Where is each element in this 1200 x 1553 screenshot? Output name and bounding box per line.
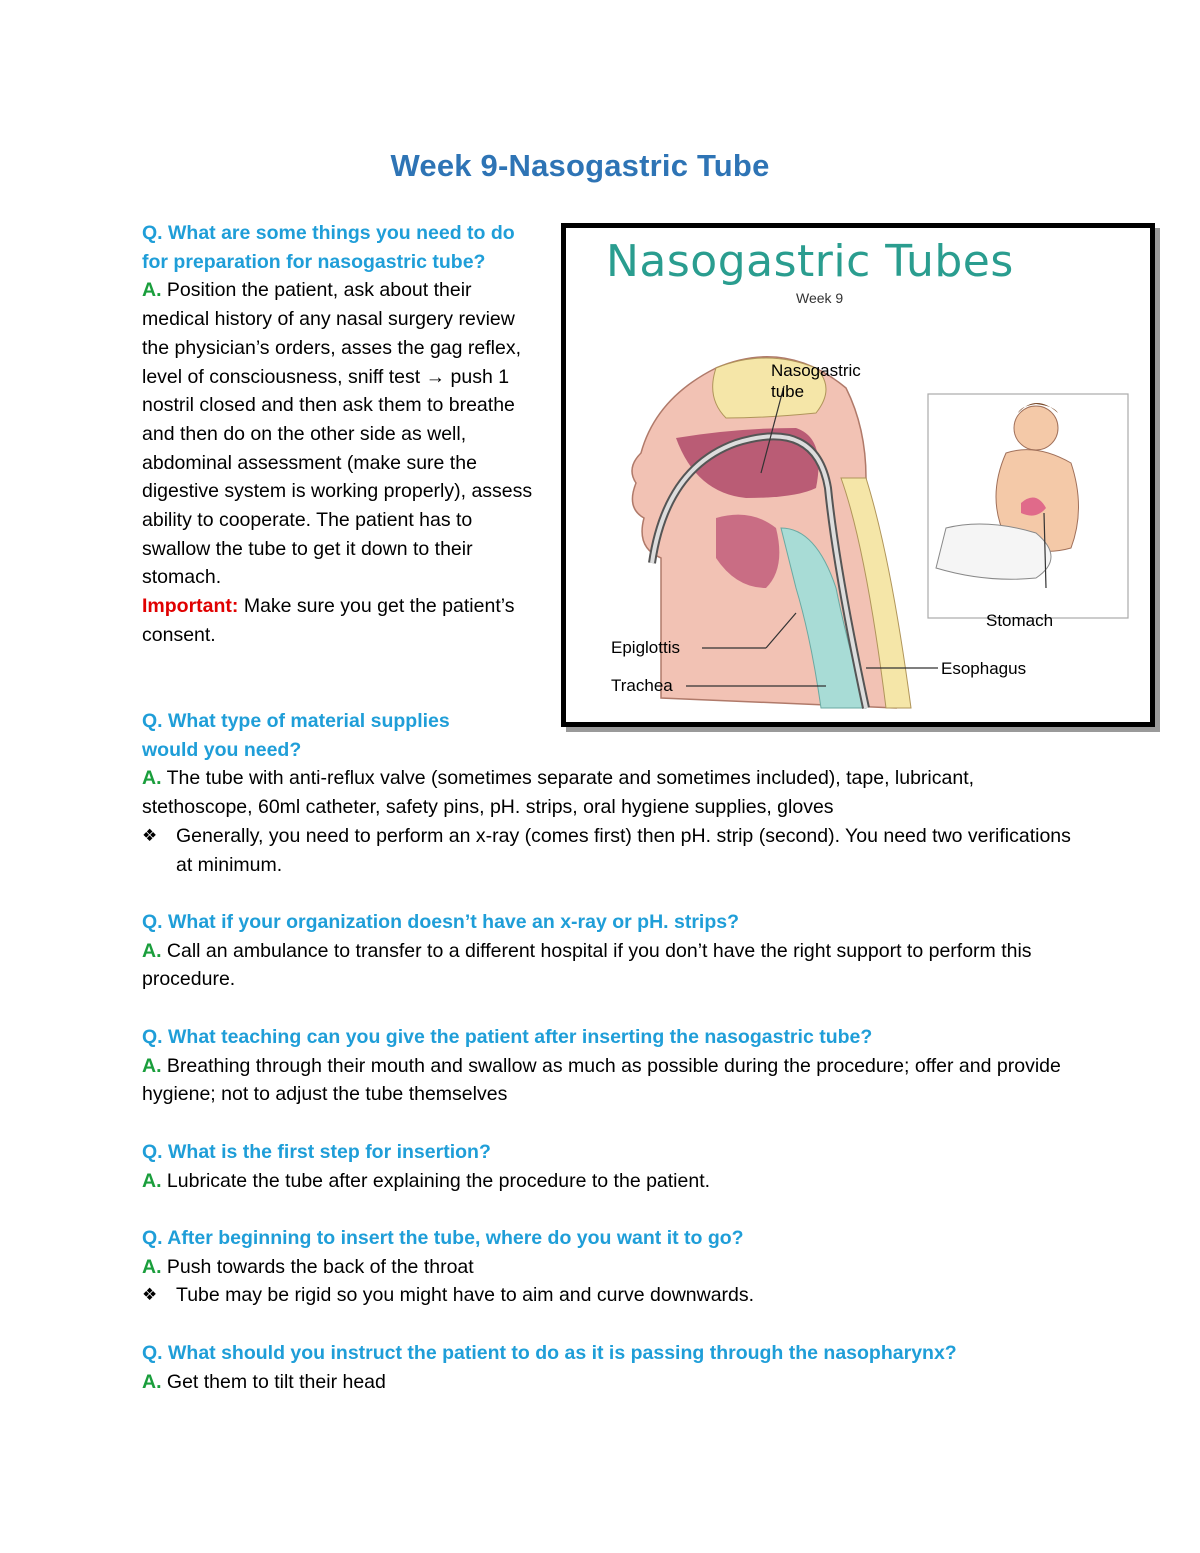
bullet-text: Generally, you need to perform an x-ray (comes first) then pH. strip (second). You need two verifications at minimum. (176, 824, 1071, 876)
answer-1 (142, 276, 542, 592)
answer-text: Position the patient, ask about their medical history of any nasal surgery review the physician’s orders, asses the gag reflex, level of consciousness, sniff test → push 1 nostril closed and then ask them to breathe and then do on the other side as well, abdominal assessment (make sure the digestive system is working properly), assess ability to cooperate. The patient has to swallow the tube to get it down to their stomach. (142, 279, 533, 589)
question-1: Q. What are some things you need to do for preparation for nasogastric tube? (142, 222, 515, 273)
answer-text: Push towards the back of the throat (161, 1255, 474, 1278)
answer-3 (142, 937, 1072, 994)
answer-2 (142, 764, 1072, 821)
answer-text: Lubricate the tube after explaining the procedure to the patient. (161, 1169, 711, 1192)
qa-item-4 (142, 1023, 1072, 1109)
figure-title: Nasogastric Tubes (606, 236, 1014, 287)
question-7: Q. What should you instruct the patient to do as it is passing through the nasopharynx? (142, 1342, 957, 1364)
qa-item-7 (142, 1339, 1072, 1396)
answer-label: A. (142, 939, 162, 962)
qa-item-6 (142, 1224, 1072, 1310)
important-text: Make sure you get the patient’s consent. (142, 595, 515, 646)
important-note (142, 592, 542, 649)
label-nasogastric-tube (771, 360, 861, 402)
question-6: Q. After beginning to insert the tube, where do you want it to go? (142, 1227, 744, 1249)
answer-label: A. (142, 279, 162, 302)
question-2: Q. What type of material supplies would you need? (142, 710, 450, 761)
answer-text: Breathing through their mouth and swallow as much as possible during the procedure; offer and provide hygiene; not to adjust the tube themselves (142, 1054, 1061, 1106)
answer-text: The tube with anti-reflux valve (sometimes separate and sometimes included), tape, lubricant, stethoscope, 60ml catheter, safety pins, pH. strips, oral hygiene supplies, gloves (142, 767, 975, 819)
bullet-text: Tube may be rigid so you might have to aim and curve downwards. (176, 1284, 755, 1307)
bullet-diamond-icon: ❖ (142, 825, 158, 845)
answer-7 (142, 1368, 1072, 1397)
answer-label: A. (142, 1255, 162, 1278)
answer-text: Call an ambulance to transfer to a different hospital if you don’t have the right support to perform this procedure. (142, 939, 1032, 991)
answer-5 (142, 1167, 1072, 1196)
label-trachea: Trachea (611, 676, 673, 695)
label-line-1: Nasogastric (771, 361, 861, 380)
page-title: Week 9-Nasogastric Tube (390, 148, 770, 183)
label-esophagus: Esophagus (941, 659, 1027, 678)
label-line-2: tube (771, 382, 805, 401)
answer-label: A. (142, 767, 162, 790)
label-epiglottis: Epiglottis (611, 638, 680, 657)
answer-4 (142, 1052, 1072, 1109)
nasogastric-figure (561, 223, 1155, 727)
important-label: Important: (142, 595, 239, 618)
answer-text: Get them to tilt their head (161, 1370, 386, 1393)
bullet-item (142, 1281, 1072, 1310)
answer-6 (142, 1253, 1072, 1282)
bullet-diamond-icon: ❖ (142, 1285, 158, 1305)
qa-item-5 (142, 1138, 1072, 1195)
question-3: Q. What if your organization doesn’t have an x-ray or pH. strips? (142, 911, 739, 933)
label-stomach: Stomach (986, 611, 1054, 630)
question-5: Q. What is the first step for insertion? (142, 1141, 491, 1163)
qa-item-1 (142, 219, 542, 650)
bullet-item (142, 822, 1072, 879)
qa-item-2 (142, 707, 1072, 879)
qa-item-3 (142, 908, 1072, 994)
answer-label: A. (142, 1370, 162, 1393)
question-4: Q. What teaching can you give the patient after inserting the nasogastric tube? (142, 1026, 873, 1048)
answer-label: A. (142, 1169, 162, 1192)
figure-subtitle: Week 9 (796, 290, 844, 306)
answer-label: A. (142, 1054, 162, 1077)
